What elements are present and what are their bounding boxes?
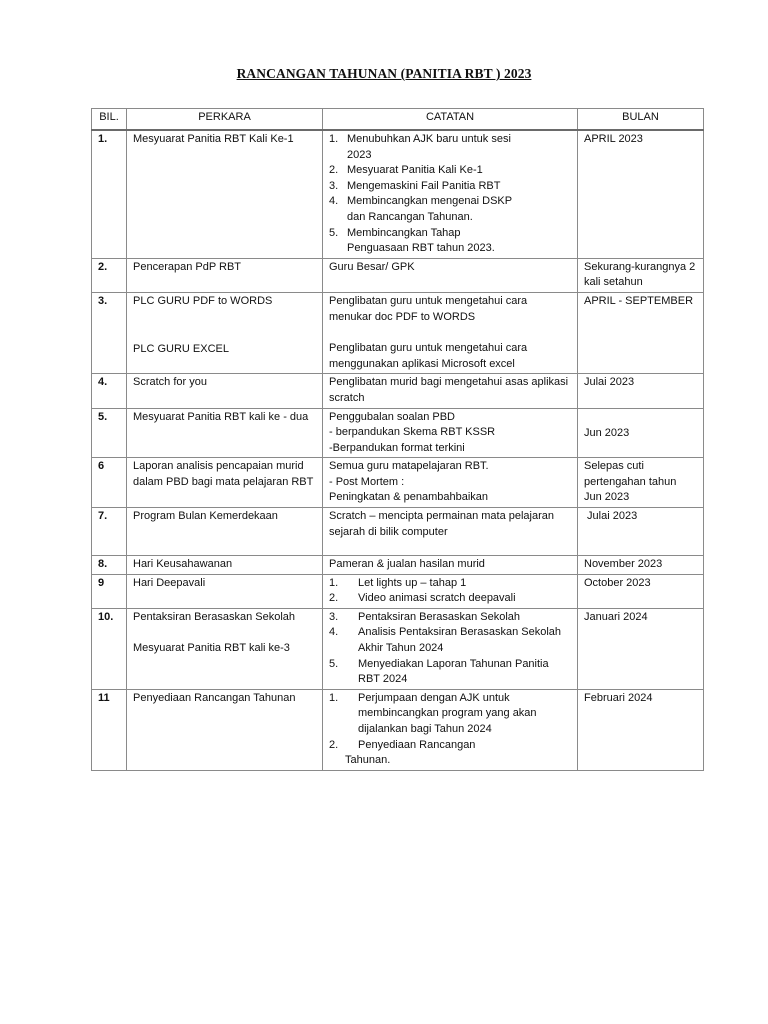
cell-bil: 5. bbox=[92, 408, 127, 458]
catatan-text: - berpandukan Skema RBT KSSR bbox=[329, 426, 496, 439]
cell-catatan bbox=[323, 556, 578, 575]
cell-catatan bbox=[323, 574, 578, 608]
item-text: Mengemaskini Fail Panitia RBT bbox=[347, 179, 501, 192]
cell-perkara bbox=[127, 374, 323, 408]
catatan-text: Guru Besar/ GPK bbox=[329, 260, 415, 273]
catatan-text: Peningkatan & penambahbaikan bbox=[329, 491, 489, 504]
catatan-list bbox=[329, 691, 571, 769]
cell-bulan: October 2023 bbox=[578, 574, 704, 608]
perkara-text: Laporan analisis pencapaian murid dalam PBD bagi mata pelajaran RBT bbox=[133, 460, 314, 488]
item-text: Membincangkan Tahap bbox=[347, 226, 461, 239]
cell-bil: 9 bbox=[92, 574, 127, 608]
cell-bulan: Januari 2024 bbox=[578, 608, 704, 689]
cell-perkara bbox=[127, 130, 323, 258]
cell-bil: 4. bbox=[92, 374, 127, 408]
cell-bil: 2. bbox=[92, 258, 127, 292]
cell-perkara bbox=[127, 574, 323, 608]
item-text: Pentaksiran Berasaskan Sekolah bbox=[358, 610, 521, 623]
list-item bbox=[329, 657, 571, 688]
item-text: dan Rancangan Tahunan. bbox=[347, 210, 473, 223]
cell-bulan: November 2023 bbox=[578, 556, 704, 575]
catatan-list bbox=[329, 576, 571, 607]
item-text: Video animasi scratch deepavali bbox=[358, 592, 516, 605]
cell-perkara bbox=[127, 258, 323, 292]
cell-bulan: Februari 2024 bbox=[578, 689, 704, 770]
header-catatan: CATATAN bbox=[323, 109, 578, 131]
item-number: 5. bbox=[329, 657, 339, 670]
header-bulan: BULAN bbox=[578, 109, 704, 131]
item-number: 2. bbox=[329, 738, 339, 751]
cell-bulan: Selepas cuti pertengahan tahun Jun 2023 bbox=[578, 458, 704, 508]
catatan-text: Penglibatan guru untuk mengetahui cara menggunakan aplikasi Microsoft excel bbox=[329, 342, 528, 370]
cell-perkara bbox=[127, 556, 323, 575]
table-header-row bbox=[92, 109, 704, 131]
perkara-text: Pencerapan PdP RBT bbox=[133, 260, 242, 273]
cell-perkara bbox=[127, 508, 323, 556]
item-number: 1. bbox=[329, 133, 339, 145]
item-text: Analisis Pentaksiran Berasaskan Sekolah Akhir Tahun 2024 bbox=[358, 626, 562, 655]
table-row bbox=[92, 292, 704, 373]
bulan-text: Jun 2023 bbox=[584, 426, 630, 439]
perkara-text: PLC GURU EXCEL bbox=[133, 342, 229, 355]
item-text: Membincangkan mengenai DSKP bbox=[347, 195, 513, 208]
cell-catatan bbox=[323, 458, 578, 508]
item-number: 2. bbox=[329, 592, 339, 605]
item-number: 4. bbox=[329, 626, 339, 639]
cell-perkara bbox=[127, 292, 323, 373]
catatan-text: -Berpandukan format terkini bbox=[329, 441, 465, 454]
item-number: 1. bbox=[329, 576, 339, 589]
table-row bbox=[92, 608, 704, 689]
cell-bil: 10. bbox=[92, 608, 127, 689]
perkara-text: Scratch for you bbox=[133, 376, 207, 389]
catatan-list bbox=[329, 132, 571, 257]
table-row bbox=[92, 574, 704, 608]
spacer bbox=[133, 625, 316, 641]
item-number bbox=[329, 210, 347, 226]
cell-bil: 3. bbox=[92, 292, 127, 373]
perkara-text: Mesyuarat Panitia RBT Kali Ke-1 bbox=[133, 133, 294, 145]
catatan-text: Penglibatan guru untuk mengetahui cara menukar doc PDF to WORDS bbox=[329, 294, 528, 323]
item-number: 2. bbox=[329, 164, 339, 177]
cell-bil: 7. bbox=[92, 508, 127, 556]
cell-catatan bbox=[323, 292, 578, 373]
list-item bbox=[329, 194, 571, 210]
cell-bil: 8. bbox=[92, 556, 127, 575]
perkara-text: Hari Deepavali bbox=[133, 576, 206, 589]
table-row bbox=[92, 130, 704, 258]
list-item bbox=[329, 132, 571, 148]
list-item bbox=[329, 148, 571, 164]
item-text: Tahunan. bbox=[345, 754, 391, 767]
perkara-text: Hari Keusahawanan bbox=[133, 558, 233, 571]
item-number: 5. bbox=[329, 226, 339, 239]
perkara-text: Mesyuarat Panitia RBT kali ke - dua bbox=[133, 410, 309, 423]
cell-catatan bbox=[323, 408, 578, 458]
list-item bbox=[329, 163, 571, 179]
catatan-text: - Post Mortem : bbox=[329, 475, 405, 488]
cell-catatan bbox=[323, 258, 578, 292]
spacer bbox=[133, 326, 316, 342]
cell-bulan: APRIL - SEPTEMBER bbox=[578, 292, 704, 373]
catatan-text: Scratch – mencipta permainan mata pelajaran sejarah di bilik computer bbox=[329, 510, 555, 538]
list-item bbox=[329, 210, 571, 226]
cell-catatan bbox=[323, 508, 578, 556]
item-number: 4. bbox=[329, 195, 339, 208]
catatan-text: Pameran & jualan hasilan murid bbox=[329, 558, 485, 571]
list-item bbox=[329, 610, 571, 626]
item-number bbox=[329, 148, 347, 164]
spacer bbox=[329, 325, 571, 341]
header-bil: BIL. bbox=[92, 109, 127, 131]
header-perkara: PERKARA bbox=[127, 109, 323, 131]
list-item bbox=[329, 179, 571, 195]
item-number: 1. bbox=[329, 691, 339, 704]
cell-bulan: Julai 2023 bbox=[578, 374, 704, 408]
perkara-text: Pentaksiran Berasaskan Sekolah bbox=[133, 610, 296, 623]
cell-bil: 6 bbox=[92, 458, 127, 508]
document-title: RANCANGAN TAHUNAN (PANITIA RBT ) 2023 bbox=[236, 66, 532, 81]
table-row bbox=[92, 458, 704, 508]
cell-bulan: APRIL 2023 bbox=[578, 130, 704, 258]
cell-perkara bbox=[127, 408, 323, 458]
perkara-text: PLC GURU PDF to WORDS bbox=[133, 294, 273, 307]
item-number: 3. bbox=[329, 610, 339, 623]
perkara-text: Penyediaan Rancangan Tahunan bbox=[133, 691, 296, 704]
cell-catatan bbox=[323, 608, 578, 689]
table-row bbox=[92, 556, 704, 575]
cell-bil: 1. bbox=[92, 130, 127, 258]
table-row bbox=[92, 689, 704, 770]
catatan-text: Penggubalan soalan PBD bbox=[329, 410, 455, 423]
item-text: Let lights up – tahap 1 bbox=[358, 576, 467, 589]
perkara-text: Program Bulan Kemerdekaan bbox=[133, 510, 278, 523]
cell-bulan bbox=[578, 408, 704, 458]
list-item bbox=[329, 576, 571, 592]
list-item bbox=[329, 738, 571, 754]
list-item bbox=[329, 753, 571, 769]
cell-perkara bbox=[127, 608, 323, 689]
item-text: Perjumpaan dengan AJK untuk membincangkan program yang akan dijalankan bagi Tahun 2024 bbox=[358, 691, 537, 735]
item-text: Penguasaan RBT tahun 2023. bbox=[347, 242, 495, 255]
cell-catatan bbox=[323, 130, 578, 258]
spacer bbox=[133, 310, 316, 326]
table-row bbox=[92, 508, 704, 556]
cell-perkara bbox=[127, 689, 323, 770]
list-item bbox=[329, 241, 571, 257]
list-item bbox=[329, 591, 571, 607]
catatan-list bbox=[329, 610, 571, 688]
perkara-text: Mesyuarat Panitia RBT kali ke-3 bbox=[133, 642, 290, 655]
cell-catatan bbox=[323, 374, 578, 408]
cell-bulan: Sekurang-kurangnya 2 kali setahun bbox=[578, 258, 704, 292]
table-row bbox=[92, 374, 704, 408]
item-text: Menyediakan Laporan Tahunan Panitia RBT 2024 bbox=[358, 657, 549, 686]
item-text: Penyediaan Rancangan bbox=[358, 738, 476, 751]
table-row bbox=[92, 258, 704, 292]
table-row bbox=[92, 408, 704, 458]
list-item bbox=[329, 625, 571, 656]
cell-catatan bbox=[323, 689, 578, 770]
cell-bil: 11 bbox=[92, 689, 127, 770]
list-item bbox=[329, 226, 571, 242]
item-text: Menubuhkan AJK baru untuk sesi bbox=[347, 133, 511, 145]
catatan-text: Penglibatan murid bagi mengetahui asas aplikasi scratch bbox=[329, 376, 569, 404]
annual-plan-table bbox=[91, 108, 704, 771]
item-number: 3. bbox=[329, 179, 339, 192]
list-item bbox=[329, 691, 571, 738]
item-number bbox=[329, 241, 347, 257]
catatan-text: Semua guru matapelajaran RBT. bbox=[329, 460, 489, 473]
item-text: 2023 bbox=[347, 148, 372, 161]
item-text: Mesyuarat Panitia Kali Ke-1 bbox=[347, 164, 483, 177]
cell-bulan: Julai 2023 bbox=[578, 508, 704, 556]
cell-perkara bbox=[127, 458, 323, 508]
